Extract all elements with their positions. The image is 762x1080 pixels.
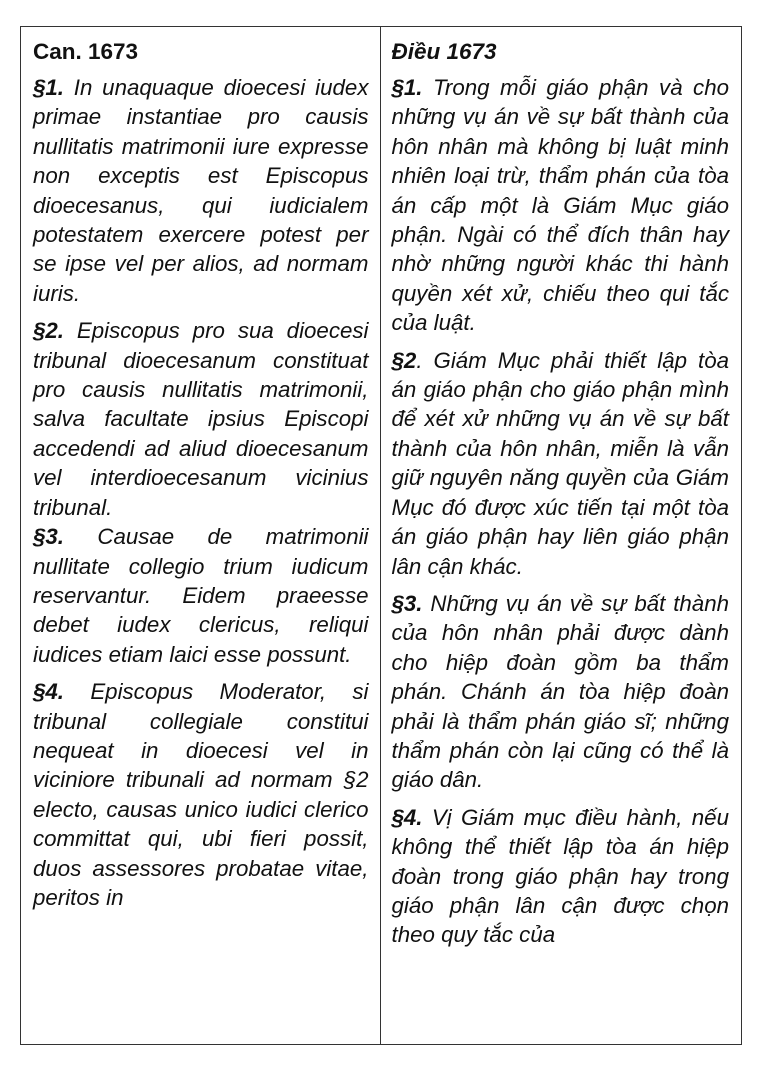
vietnamese-paragraph-3 [392, 589, 730, 795]
section-marker: §1. [391, 75, 423, 100]
section-marker: §4. [33, 679, 64, 705]
latin-canon-heading: Can. 1673 [33, 39, 139, 64]
section-marker: §2 [391, 347, 417, 373]
section-marker: §3. [391, 590, 423, 616]
paragraph-text: Những vụ án về sự bất thành của hôn nhân phải được dành cho hiệp đoàn gồm ba thẩm phán. Chánh án tòa hiệp đoàn phải là thẩm phán giáo sĩ; những thẩm phán còn lại cũng có thể là giáo dân. [391, 590, 729, 793]
section-marker: §3. [33, 524, 64, 550]
latin-paragraph-4 [33, 677, 369, 912]
paragraph-text: . Giám Mục phải thiết lập tòa án giáo phận cho giáo phận mình để xét xử những vụ án về sự bất thành của hôn nhân, miễn là vẫn giữ nguyên năng quyền của Giám Mục đó được xúc tiến tại một tòa án giáo phận hay liên giáo phận lân cận khác. [391, 347, 729, 579]
paragraph-text: Trong mỗi giáo phận và cho những vụ án về sự bất thành của hôn nhân mà không bị luật minh nhiên loại trừ, thẩm phán của tòa án cấp một là Giám Mục giáo phận. Ngài có thể đích thân hay nhờ những người khác thi hành quyền xét xử, chiếu theo qui tắc của luật. [391, 75, 729, 336]
section-marker: §2. [33, 318, 64, 344]
vietnamese-column [381, 27, 742, 1044]
paragraph-text: Episcopus pro sua dioecesi tribunal dioecesanum constituat pro causis nullitatis matrimonii, salva facultate ipsius Episcopi accedendi ad aliud dioecesanum vel interdioecesanum vicinius tribunal. [33, 318, 369, 520]
vietnamese-canon-heading: Điều 1673 [391, 39, 497, 64]
vietnamese-paragraph-4 [392, 803, 730, 950]
section-marker: §1. [33, 75, 64, 100]
section-marker: §4. [391, 804, 423, 830]
paragraph-text: Causae de matrimonii nullitate collegio trium iudicum reservantur. Eidem praeesse debet iudex clericus, reliqui iudices etiam laici esse possunt. [33, 524, 369, 667]
paragraph-text: Vị Giám mục điều hành, nếu không thể thiết lập tòa án hiệp đoàn trong giáo phận hay trong giáo phận lân cận được chọn theo quy tắc của [391, 804, 729, 948]
vietnamese-paragraph-1 [392, 73, 730, 338]
latin-column [21, 27, 381, 1044]
paragraph-text: Episcopus Moderator, si tribunal collegiale constitui nequeat in dioecesi vel in viciniore tribunali ad normam §2 electo, causas unico iudici clerico committat qui, ubi fieri possit, duos assessores probatae vitae, peritos in [33, 679, 369, 910]
bilingual-canon-table [20, 26, 742, 1045]
vietnamese-paragraph-2 [392, 346, 730, 581]
paragraph-text: In unaquaque dioecesi iudex primae instantiae pro causis nullitatis matrimonii iure expresse non exceptis est Episcopus dioecesanus, qui iudicialem potestatem exercere potest per se ipse vel per alios, ad normam iuris. [33, 75, 369, 306]
latin-paragraph-1 [33, 73, 369, 308]
latin-paragraph-3 [33, 522, 369, 669]
latin-paragraph-2 [33, 316, 369, 522]
